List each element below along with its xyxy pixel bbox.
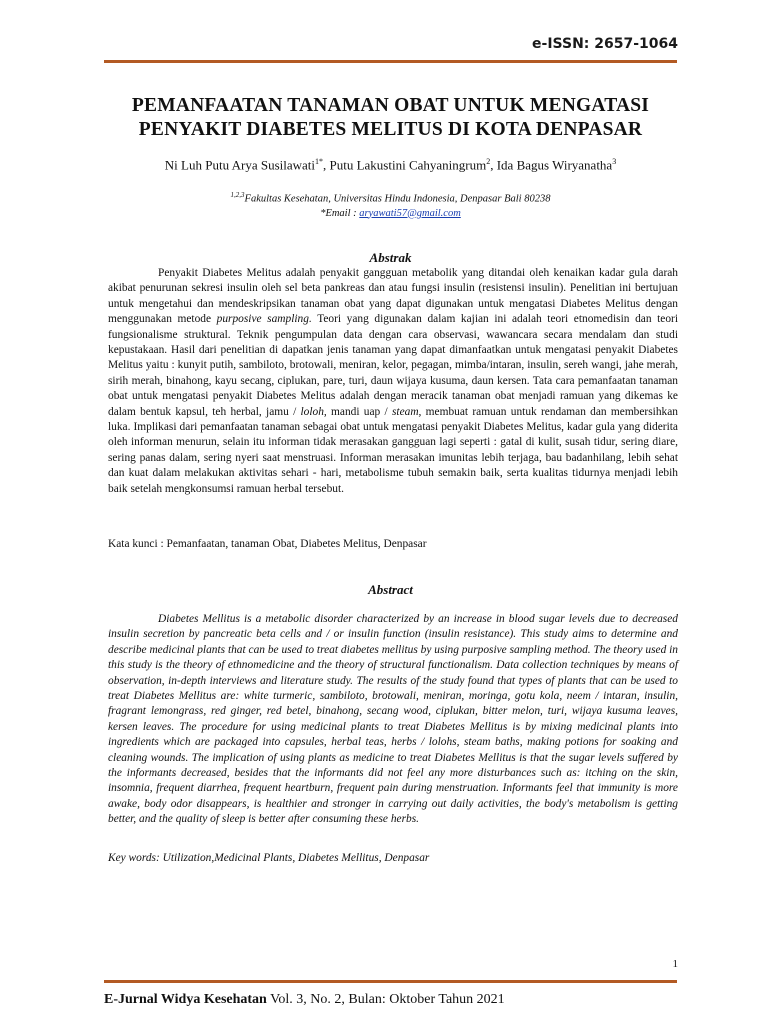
abstrak-italic-3: steam, [391, 405, 422, 418]
paper-title [104, 94, 677, 142]
affiliation-line [104, 188, 677, 207]
abstrak-text-2: Teori yang digunakan dalam kajian ini adalah teori etnomedisin dan teori fungsionalisme struktural. Teknik pengumpulan data dengan cara observasi, wawancara secara mendalam dan studi kepustakaan. Hasil dari penelitian di dapatkan jenis tanaman yang dapat dimanfaatkan untuk mengatasi penyakit Diabetes Melitus yaitu : kunyit putih, sambiloto, brotowali, meniran, kelor, pegagan, mimba/intaran, insulin, sereh wangi, jahe merah, sirih merah, binahong, kayu secang, ciplukan, pare, turi, daun wijaya kusuma, daun kersen. Tata cara pemanfaatan tanaman obat untuk mengatasi penyakit Diabetes Melitus adalah dengan meracik tanaman obat menjadi ramuan yang dikemas ke dalam bentuk kapsul, teh herbal, jamu / [108, 313, 678, 418]
issn-label: e-ISSN: 2657-1064 [532, 36, 678, 52]
abstract-paragraph: Diabetes Mellitus is a metabolic disorder characterized by an increase in blood sugar levels due to decreased insulin secretion by pancreatic beta cells and / or insulin function (insulin resistance). This study aims to determine and describe medicinal plants that can be used to treat diabetes mellitus by using purposive sampling method. The theory used in this study is the theory of ethnomedicine and the theory of structural functionalism. Data collection techniques by means of observation, in-depth interviews and literature study. The results of the study found that types of plants that can be used to treat Diabetes Mellitus are: white turmeric, sambiloto, brotowali, meniran, moringa, gotu kola, neem / intaran, insulin, fragrant lemongrass, red ginger, red betel, binahong, secang wood, ciplukan, bitter melon, turi, wijaya kusuma leaves, kersen leaves. The procedure for using medicinal plants to treat Diabetes Mellitus is by mixing medicinal plants into ingredients which are packaged into capsules, herbal teas, herbs / lolohs, steam baths, making potions for soaking and cleaning wounds. The implication of using plants as medicine to treat Diabetes Mellitus is that the sugar levels suffered by the informants decreased, besides that the informants did not feel any more disturbances such as: itching on the skin, insomnia, frequent diarrhea, frequent heartburn, frequent pain during menstruation. Informants feel that immunity is more awake, body odor disappears, is healthier and stronger in carrying out daily activities, the body's metabolism is getting better, and the quality of sleep is better after consuming these herbs. [108, 613, 678, 826]
affiliation-text: Fakultas Kesehatan, Universitas Hindu Indonesia, Denpasar Bali 80238 [244, 193, 551, 205]
author-2: Putu Lakustini Cahyaningrum [329, 157, 487, 173]
author-list [104, 157, 677, 173]
kata-kunci: Kata kunci : Pemanfaatan, tanaman Obat, Diabetes Melitus, Denpasar [108, 538, 427, 550]
abstract-heading: Abstract [368, 582, 413, 597]
footer-citation [104, 992, 505, 1008]
abstrak-italic-2: loloh, [300, 405, 327, 418]
email-label: *Email : [320, 207, 360, 219]
abstrak-text-1: Penyakit Diabetes Melitus adalah penyakit gangguan metabolik yang ditandai oleh kenaikan kadar gula darah akibat penurunan sekresi insulin oleh sel beta pankreas dan atau fungsi insulin (resistensi insulin). Penelitian ini bertujuan untuk mengetahui dan mendeskripsikan tanaman obat yang dapat digunakan untuk mengatasi Diabetes Melitus dengan menggunakan metode [108, 267, 678, 326]
author-1: Ni Luh Putu Arya Susilawati [164, 157, 315, 173]
abstrak-heading: Abstrak [369, 250, 412, 265]
author-sep-2: , [490, 157, 497, 173]
author-2-sup: 2 [486, 157, 491, 166]
abstrak-italic-1: purposive sampling. [216, 313, 312, 326]
abstrak-text-4: membuat ramuan untuk rendaman dan membersihkan luka. Implikasi dari pemanfaatan tanaman sebagai obat untuk mengatasi penyakit Diabetes Melitus, kadar gula yang diderita oleh informan menurun, selain itu informan tidak merasakan gangguan lagi seperti : gatal di kulit, susah tidur, sering diare, sering panas dalam, sering nyeri saat menstruasi. Informan merasakan imunitas lebih terjaga, bau badanhilang, lebih sehat dan kuat dalam melakukan aktivitas sehari - hari, metabolisme tubuh semakin baik, serta kualitas tidurnya menjadi lebih baik setelah mengkonsumsi ramuan herbal tersebut. [108, 405, 678, 495]
affiliation-sup: 1,2,3 [230, 191, 245, 199]
author-1-sup: 1* [315, 157, 323, 166]
abstrak-paragraph [108, 266, 678, 497]
footer-rule [104, 980, 677, 983]
journal-name: E-Jurnal Widya Kesehatan [104, 992, 267, 1007]
email-link[interactable]: aryawati57@gmail.com [359, 207, 461, 219]
title-line-2: PENYAKIT DIABETES MELITUS DI KOTA DENPASAR [138, 119, 643, 140]
affiliation-block [104, 188, 677, 221]
abstrak-text-3: mandi uap / [326, 405, 392, 418]
title-line-1: PEMANFAATAN TANAMAN OBAT UNTUK MENGATASI [131, 95, 650, 116]
journal-details: Vol. 3, No. 2, Bulan: Oktober Tahun 2021 [266, 992, 505, 1007]
author-sep-1: , [323, 157, 330, 173]
author-3-sup: 3 [612, 157, 617, 166]
email-line [104, 207, 677, 221]
author-3: Ida Bagus Wiryanatha [496, 157, 613, 173]
header-rule [104, 60, 677, 63]
page-number: 1 [672, 958, 678, 970]
key-words: Key words: Utilization,Medicinal Plants, Diabetes Mellitus, Denpasar [108, 852, 430, 864]
